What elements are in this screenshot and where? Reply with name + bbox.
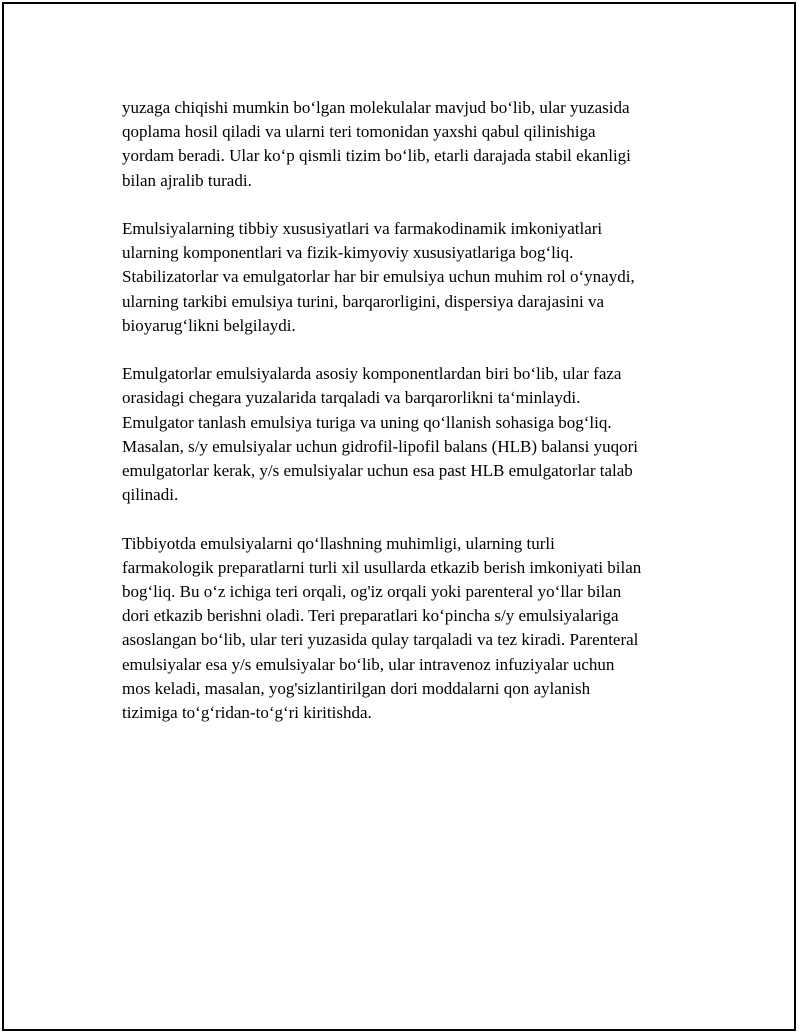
page-frame [2,2,796,1031]
text-line: dori etkazib berishni oladi. Teri preparatlari ko‘pincha s/y emulsiyalariga [122,606,619,626]
text-line: farmakologik preparatlarni turli xil usullarda etkazib berish imkoniyati bilan [122,557,642,577]
text-line: qilinadi. [122,485,179,505]
text-line: bog‘liq. Bu o‘z ichiga teri orqali, og'iz orqali yoki parenteral yo‘llar bilan [122,582,622,602]
text-line: asoslangan bo‘lib, ular teri yuzasida qulay tarqaladi va tez kiradi. Parenteral [122,630,639,650]
text-line: ularning tarkibi emulsiya turini, barqarorligini, dispersiya darajasini va [122,291,605,311]
paragraph-3 [122,362,692,507]
text-line: yuzaga chiqishi mumkin bo‘lgan molekulalar mavjud bo‘lib, ular yuzasida [122,98,630,117]
paragraph-4 [122,532,692,726]
text-line: qoplama hosil qiladi va ularni teri tomonidan yaxshi qabul qilinishiga [122,122,596,142]
text-line: Emulgatorlar emulsiyalarda asosiy komponentlardan biri bo‘lib, ular faza [122,364,622,384]
text-line: emulgatorlar kerak, y/s emulsiyalar uchun esa past HLB emulgatorlar talab [122,461,633,481]
text-line: Emulsiyalarning tibbiy xususiyatlari va farmakodinamik imkoniyatlari [122,219,603,238]
text-line: orasidagi chegara yuzalarida tarqaladi va barqarorlikni ta‘minlaydi. [122,388,581,408]
text-line: Masalan, s/y emulsiyalar uchun gidrofil-lipofil balans (HLB) balansi yuqori [122,436,639,456]
text-line: yordam beradi. Ular ko‘p qismli tizim bo‘lib, etarli darajada stabil ekanligi [122,146,631,166]
text-line: bioyarug‘likni belgilaydi. [122,315,296,335]
document-body [122,96,692,749]
text-line: mos keladi, masalan, yog'sizlantirilgan dori moddalarni qon aylanish [122,678,591,698]
paragraph-1 [122,96,692,193]
text-line: emulsiyalar esa y/s emulsiyalar bo‘lib, ular intravenoz infuziyalar uchun [122,654,615,674]
text-line: Tibbiyotda emulsiyalarni qo‘llashning muhimligi, ularning turli [122,533,555,553]
text-line: tizimiga to‘g‘ridan-to‘g‘ri kiritishda. [122,703,372,723]
text-line: bilan ajralib turadi. [122,170,252,190]
text-line: Emulgator tanlash emulsiya turiga va uning qo‘llanish sohasiga bog‘liq. [122,412,612,432]
text-line: Stabilizatorlar va emulgatorlar har bir emulsiya uchun muhim rol o‘ynaydi, [122,267,635,287]
text-line: ularning komponentlari va fizik-kimyoviy xususiyatlariga bog‘liq. [122,243,574,263]
paragraph-2 [122,217,692,338]
